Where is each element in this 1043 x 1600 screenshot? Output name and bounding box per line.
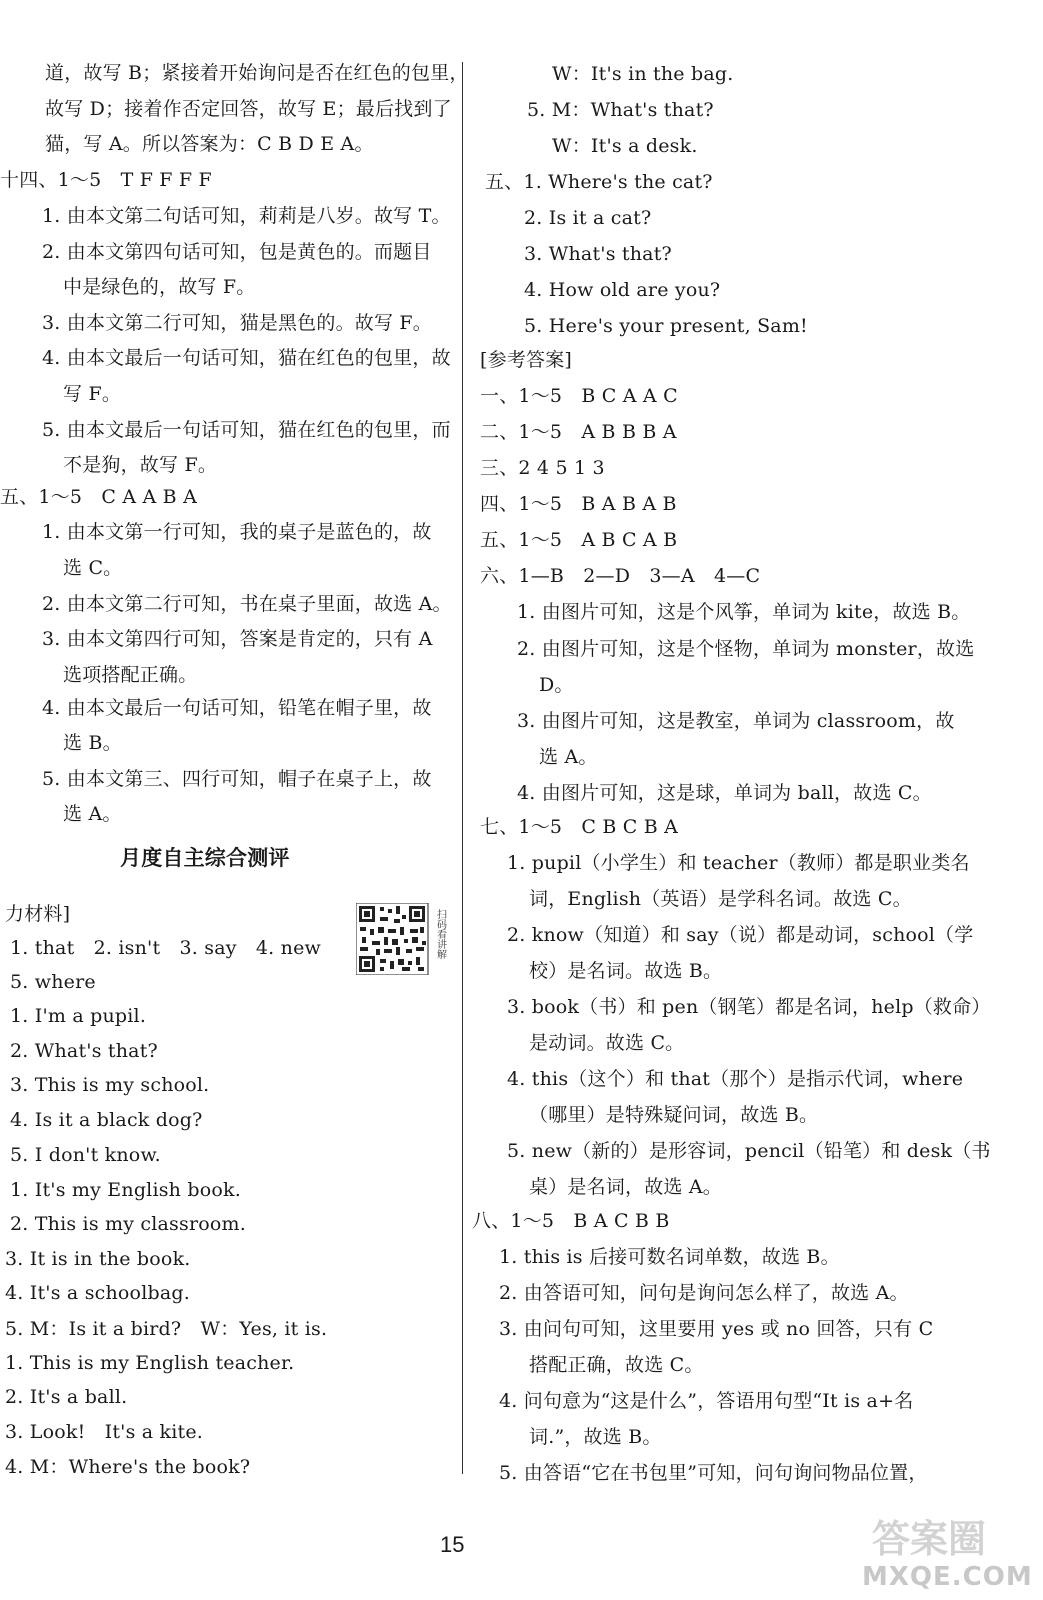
text-line: 3. It is in the book.: [5, 1248, 191, 1270]
text-line: 5. where: [10, 971, 96, 993]
text-line: D。: [539, 674, 574, 696]
qr-code[interactable]: [356, 903, 451, 975]
text-line: [参考答案]: [480, 349, 573, 371]
text-line: 1. 由图片可知，这是个风筝，单词为 kite，故选 B。: [517, 601, 971, 623]
text-line: 搭配正确，故选 C。: [529, 1354, 704, 1376]
text-line: 5. 由本文最后一句话可知，猫在红色的包里，而: [42, 419, 451, 441]
text-line: 1. 由本文第一行可知，我的桌子是蓝色的，故: [42, 521, 432, 543]
text-line: 3. 由问句可知，这里要用 yes 或 no 回答，只有 C: [499, 1318, 934, 1340]
watermark-domain: MXQE.COM: [862, 1562, 1033, 1592]
text-line: 1. I'm a pupil.: [10, 1005, 147, 1027]
text-line: 1. pupil（小学生）和 teacher（教师）都是职业类名: [507, 852, 970, 874]
text-line: 5. 由本文第三、四行可知，帽子在桌子上，故: [42, 768, 432, 790]
text-line: 4. 由图片可知，这是球，单词为 ball，故选 C。: [517, 782, 932, 804]
text-line: 3. What's that?: [524, 243, 672, 265]
text-line: 猫，写 A。所以答案为：C B D E A。: [45, 133, 374, 155]
text-line: 桌）是名词，故选 A。: [529, 1176, 722, 1198]
text-line: 七、1～5 C B C B A: [480, 816, 679, 838]
text-line: 六、1—B 2—D 3—A 4—C: [480, 565, 761, 587]
text-line: （哪里）是特殊疑问词，故选 B。: [529, 1104, 819, 1126]
text-line: 4. this（这个）和 that（那个）是指示代词，where: [507, 1068, 964, 1090]
column-divider: [462, 62, 463, 1474]
text-line: 2. What's that?: [10, 1040, 158, 1062]
text-line: 四、1～5 B A B A B: [480, 493, 677, 515]
section-title: 月度自主综合测评: [120, 846, 290, 870]
text-line: 五、1～5 A B C A B: [480, 529, 678, 551]
text-line: 2. 由答语可知，问句是询问怎么样了，故选 A。: [499, 1282, 909, 1304]
qr-caption: 扫码看讲解: [434, 909, 446, 959]
watermark: [862, 1508, 1037, 1596]
text-line: 2. 由本文第二行可知，书在桌子里面，故选 A。: [42, 593, 452, 615]
text-line: 2. Is it a cat?: [524, 207, 652, 229]
text-line: 5. new（新的）是形容词，pencil（铅笔）和 desk（书: [507, 1140, 991, 1162]
text-line: 3. Look! It's a kite.: [5, 1421, 204, 1443]
text-line: 4. 由本文最后一句话可知，铅笔在帽子里，故: [42, 697, 432, 719]
text-line: 五、1～5 C A A B A: [0, 486, 197, 508]
text-line: W：It's in the bag.: [552, 63, 734, 85]
text-line: 八、1～5 B A C B B: [472, 1210, 670, 1232]
qr-code-icon: [356, 903, 451, 975]
text-line: 写 F。: [63, 383, 122, 405]
text-line: 4. How old are you?: [524, 279, 721, 301]
text-line: 中是绿色的，故写 F。: [63, 276, 256, 298]
text-line: 4. It's a schoolbag.: [5, 1282, 190, 1304]
text-line: W：It's a desk.: [552, 135, 698, 157]
text-line: 4. Is it a black dog?: [10, 1109, 203, 1131]
text-line: 选 B。: [63, 732, 122, 754]
text-line: 2. 由图片可知，这是个怪物，单词为 monster，故选: [517, 638, 975, 660]
text-line: 选 A。: [63, 803, 122, 825]
text-line: 2. 由本文第四句话可知，包是黄色的。而题目: [42, 241, 432, 263]
text-line: 三、2 4 5 1 3: [480, 457, 605, 479]
text-line: 3. This is my school.: [10, 1074, 210, 1096]
text-line: 5. Here's your present, Sam!: [524, 315, 808, 337]
text-line: 3. 由本文第四行可知，答案是肯定的，只有 A: [42, 628, 433, 650]
text-line: 3. 由本文第二行可知，猫是黑色的。故写 F。: [42, 312, 432, 334]
text-line: 4. 由本文最后一句话可知，猫在红色的包里，故: [42, 347, 451, 369]
text-line: 1. 由本文第二句话可知，莉莉是八岁。故写 T。: [42, 205, 451, 227]
text-line: 五、1. Where's the cat?: [485, 171, 713, 193]
text-line: 2. know（知道）和 say（说）都是动词，school（学: [507, 924, 974, 946]
text-line: 2. This is my classroom.: [10, 1213, 246, 1235]
text-line: 校）是名词。故选 B。: [529, 960, 723, 982]
text-line: 选 C。: [63, 557, 123, 579]
text-line: 十四、1～5 T F F F F: [0, 169, 212, 191]
text-line: 4. 问句意为“这是什么”，答语用句型“It is a+名: [499, 1390, 914, 1412]
text-line: 二、1～5 A B B B A: [480, 421, 677, 443]
text-line: 2. It's a ball.: [5, 1386, 128, 1408]
page-number: 15: [440, 1532, 465, 1557]
text-line: 5. M：What's that?: [527, 99, 714, 121]
text-line: 5. 由答语“它在书包里”可知，问句询问物品位置，: [499, 1462, 928, 1484]
text-line: 不是狗，故写 F。: [63, 454, 218, 476]
text-line: 选项搭配正确。: [63, 664, 198, 686]
text-line: 一、1～5 B C A A C: [480, 385, 678, 407]
text-line: 道，故写 B；紧接着开始询问是否在红色的包里，: [45, 62, 469, 84]
text-line: 4. M：Where's the book?: [5, 1456, 251, 1478]
text-line: 选 A。: [539, 746, 598, 768]
text-line: 词，English（英语）是学科名词。故选 C。: [529, 888, 912, 910]
text-line: 5. M：Is it a bird? W：Yes, it is.: [5, 1318, 328, 1340]
text-line: 3. 由图片可知，这是教室，单词为 classroom，故: [517, 710, 955, 732]
text-line: 3. book（书）和 pen（钢笔）都是名词，help（救命）: [507, 996, 991, 1018]
text-line: 1. this is 后接可数名词单数，故选 B。: [499, 1246, 840, 1268]
text-line: 是动词。故选 C。: [529, 1032, 685, 1054]
text-line: 词.”，故选 B。: [529, 1426, 662, 1448]
text-line: 1. that 2. isn't 3. say 4. new: [10, 937, 321, 959]
watermark-logo: 答案圈: [872, 1517, 987, 1561]
text-line: 5. I don't know.: [10, 1144, 161, 1166]
text-line: 1. This is my English teacher.: [5, 1352, 295, 1374]
text-line: 1. It's my English book.: [10, 1179, 241, 1201]
text-line: 力材料]: [5, 903, 71, 925]
text-line: 故写 D；接着作否定回答，故写 E；最后找到了: [45, 98, 452, 120]
